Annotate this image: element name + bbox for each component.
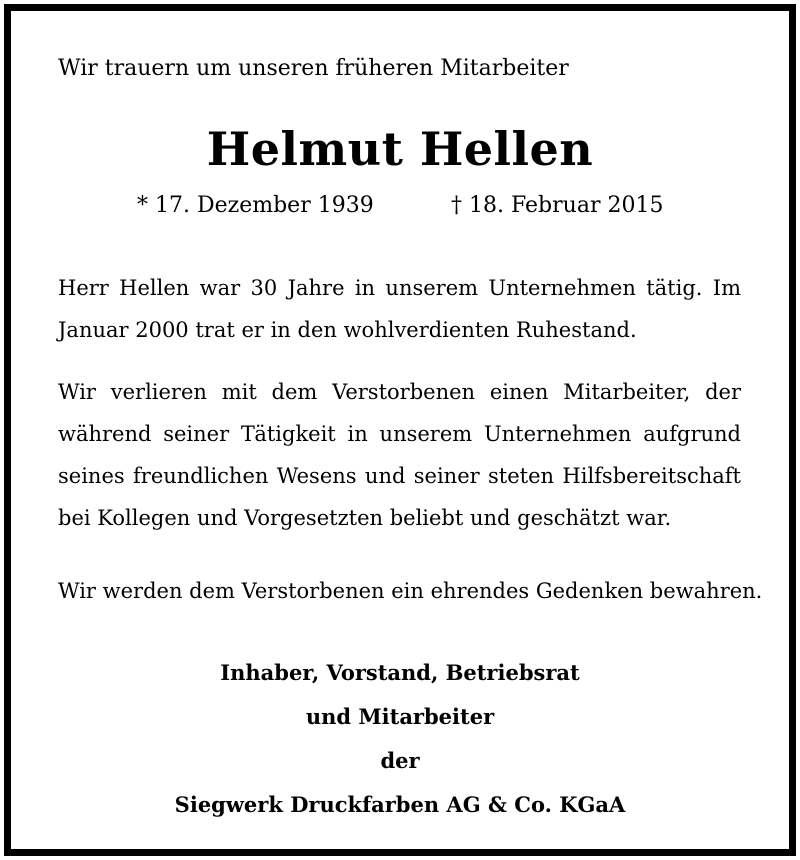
death-date: † 18. Februar 2015 [451,193,664,218]
signoff-line: Inhaber, Vorstand, Betriebsrat [220,660,580,685]
company-name: Siegwerk Druckfarben AG & Co. KGaA [174,792,626,817]
paragraph-remembrance: Wir werden dem Verstorbenen ein ehrendes Gedenken bewahren. [58,579,763,603]
paragraph-tribute: Wir verlieren mit dem Verstorbenen einen Mitarbeiter, der während seiner Tätigkeit in unserem Unternehmen aufgrund seines freundlichen Wesens und seiner steten Hilfsbereitschaft bei Kollegen und Vorgesetzten beliebt und geschätzt war. [58,380,741,530]
intro-line: Wir trauern um unseren früheren Mitarbeiter [58,56,569,81]
birth-date: * 17. Dezember 1939 [137,193,374,218]
deceased-name: Helmut Hellen [206,122,594,176]
life-dates [11,191,789,221]
paragraph-service: Herr Hellen war 30 Jahre in unserem Unternehmen tätig. Im Januar 2000 trat er in den wohlverdienten Ruhestand. [58,276,741,342]
obituary-notice [4,4,796,856]
signoff-line: der [380,748,420,773]
signoff [11,651,789,827]
signoff-line: und Mitarbeiter [305,704,495,729]
